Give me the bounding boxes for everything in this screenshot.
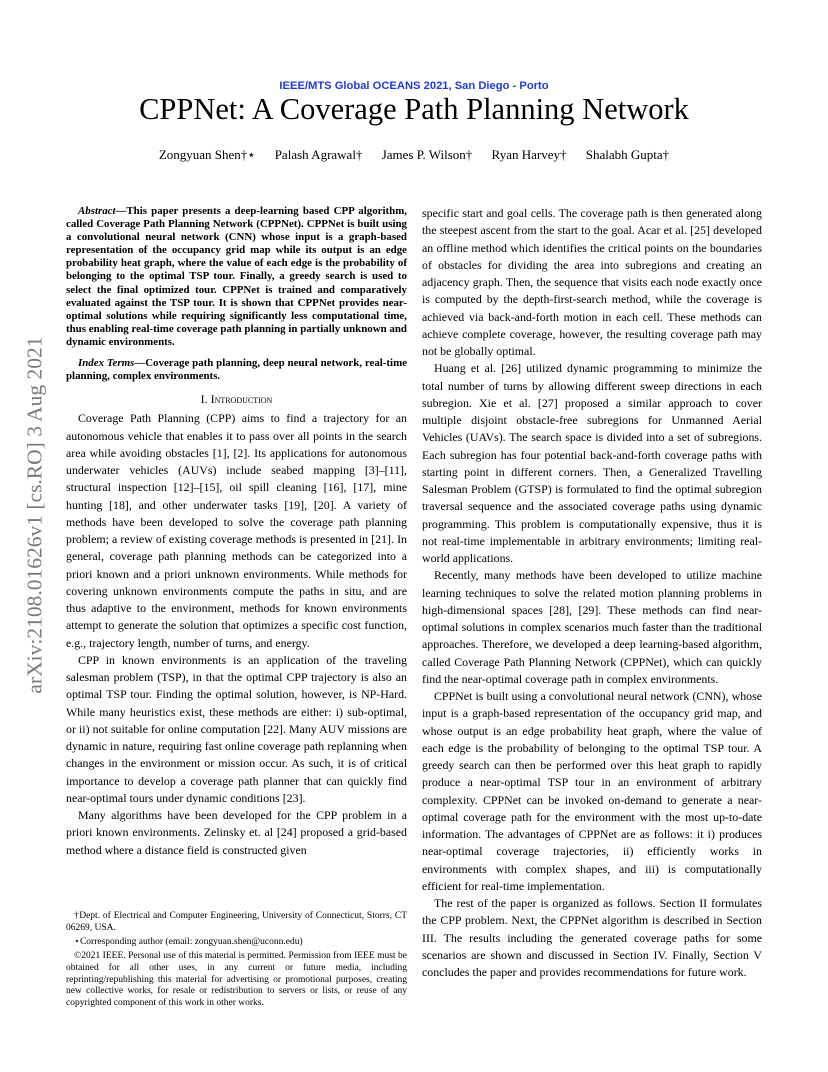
paragraph: specific start and goal cells. The coverage path is then generated along the steepest ascent from the start to the goal. Acar et al. [25] developed an offline method which identifies the critical points on the boundaries of obstacles for dividing the area into subregions and creating an adjacency graph. Then, the sequence that visits each node exactly once is computed by the depth-first-search method, while the coverage is achieved via back-and-forth motion in each cell. These methods can achieve complete coverage, however, the resulting coverage path may not be globally optimal.: [422, 206, 762, 358]
abstract: [66, 205, 407, 349]
author: Palash Agrawal†: [274, 147, 363, 162]
index-terms-label: Index Terms: [78, 357, 135, 370]
paragraph: Coverage Path Planning (CPP) aims to find a trajectory for an autonomous vehicle that enables it to pass over all points in the search area while avoiding obstacles [1], [2]. Its applications for autonomous underwater vehicles (AUVs) include seabed mapping [3]–[11], structural inspection [12]–[15], oil spill cleaning [16], [17], mine hunting [18], and other underwater tasks [19], [20]. A variety of methods have been developed to solve the coverage path planning problem; a review of existing coverage methods is presented in [21]. In general, coverage path planning methods can be categorized into a priori known and a priori unknown environments. While methods for covering unknown environments compute the paths in situ, and are thus adaptive to the environment, methods for known environments attempt to generate the solution that optimizes a specific cost function, e.g., trajectory length, number of turns, and energy.: [66, 411, 407, 650]
paragraph: CPP in known environments is an application of the traveling salesman problem (TSP), in that the optimal CPP trajectory is also an optimal TSP tour. Finding the optimal solution, however, is NP-Hard. While many heuristics exist, these methods are either: i) sub-optimal, or ii) not suitable for online computation [22]. Many AUV missions are dynamic in nature, requiring fast online coverage path replanning when changes in the environment or mission occur. As such, it is of critical importance to develop a coverage path planner that can quickly find near-optimal tours under dynamic conditions [23].: [66, 652, 407, 805]
left-column: [66, 205, 407, 859]
paragraph: Huang et al. [26] utilized dynamic programming to minimize the total number of turns by allowing different sweep directions in each subregion. Xie et al. [27] proposed a similar approach to cover multiple disjoint obstacle-free subregions for Unmanned Aerial Vehicles (UAVs). The search space is divided into a set of subregions. Each subregion has four potential back-and-forth coverage paths with starting point in different corners. Then, a Generalized Travelling Salesman Problem (GTSP) is formulated to find the optimal subregion traversal sequence and the associated coverage paths using dynamic programming. This problem is computationally expensive, thus it is not real-time implementable in arbitrary environments; limiting real-world applications.: [422, 361, 762, 565]
conference-name: IEEE/MTS Global OCEANS 2021, San Diego - Porto: [279, 80, 549, 92]
paragraph: Recently, many methods have been developed to utilize machine learning techniques to solve the related motion planning problems in high-dimensional spaces [28], [29]. These methods can find near-optimal solutions in complex scenarios much faster than the traditional approaches. Therefore, we developed a deep learning-based algorithm, called Coverage Path Planning Network (CPPNet), which can quickly find the near-optimal coverage path in complex environments.: [422, 568, 762, 686]
paragraph: Many algorithms have been developed for the CPP problem in a priori known environments. Zelinsky et. al [24] proposed a grid-based method where a distance field is constructed given: [66, 808, 407, 857]
index-terms-text: —Coverage path planning, deep neural network, real-time planning, complex environments.: [66, 357, 407, 383]
arxiv-id: arXiv:2108.01626v1 [cs.RO] 3 Aug 2021: [22, 336, 47, 694]
arxiv-sidebar-stamp: [14, 280, 56, 750]
right-column: [422, 205, 762, 981]
footnote-corresponding: ⋆Corresponding author (email: zongyuan.shen@uconn.edu): [74, 936, 303, 947]
author: James P. Wilson†: [381, 147, 473, 162]
section-heading: I. Introduction: [200, 392, 273, 407]
footnote-affiliation: †Dept. of Electrical and Computer Engineering, University of Connecticut, Storrs, CT 06269, USA.: [66, 911, 407, 933]
abstract-label: Abstract: [78, 205, 116, 217]
author-list: [0, 147, 828, 163]
paragraph: CPPNet is built using a convolutional neural network (CNN), whose input is a graph-based representation of the occupancy grid map, and whose output is an edge probability heat graph, where the value of each edge is the probability of belonging to the optimal TSP tour. A greedy search can then be performed over this heat graph to rapidly produce a near-optimal TSP tour in an environment of arbitrary complexity. CPPNet can be invoked on-demand to generate a near-optimal coverage path for the environment with the most up-to-date information. The advantages of CPPNet are as follows: it i) produces near-optimal coverage trajectories, ii) efficiently works in environments with complex shapes, and iii) is computationally efficient for real-time implementation.: [422, 689, 762, 893]
author: Zongyuan Shen†⋆: [158, 147, 256, 162]
abstract-text: —This paper presents a deep-learning based CPP algorithm, called Coverage Path Planning Network (CPPNet). CPPNet is built using a convolutional neural network (CNN) whose input is a graph-based representation of the occupancy grid map while its output is an edge probability heat graph, where the value of each edge is the probability of belonging to the optimal TSP tour. Finally, a greedy search is used to select the final optimized tour. CPPNet is trained and comparatively evaluated against the TSP tour. It is shown that CPPNet provides near-optimal solutions while requiring significantly less computational time, thus enabling real-time coverage path planning in partially unknown and dynamic environments.: [66, 205, 407, 348]
footnote-copyright: ©2021 IEEE. Personal use of this material is permitted. Permission from IEEE must be obtained for all other uses, in any current or future media, including reprinting/republishing this material for advertising or promotional purposes, creating new collective works, for resale or redistribution to servers or lists, or reuse of any copyrighted component of this work in other works.: [66, 950, 407, 1009]
paragraph: The rest of the paper is organized as follows. Section II formulates the CPP problem. Next, the CPPNet algorithm is described in Section III. The results including the generated coverage paths for some scenarios are shown and discussed in Section IV. Finally, Section V concludes the paper and provides recommendations for future work.: [422, 896, 762, 979]
paper-title: CPPNet: A Coverage Path Planning Network: [139, 92, 689, 126]
author: Ryan Harvey†: [491, 147, 567, 162]
author: Shalabh Gupta†: [585, 147, 670, 162]
footnotes: [66, 911, 407, 1012]
index-terms: [66, 357, 407, 383]
